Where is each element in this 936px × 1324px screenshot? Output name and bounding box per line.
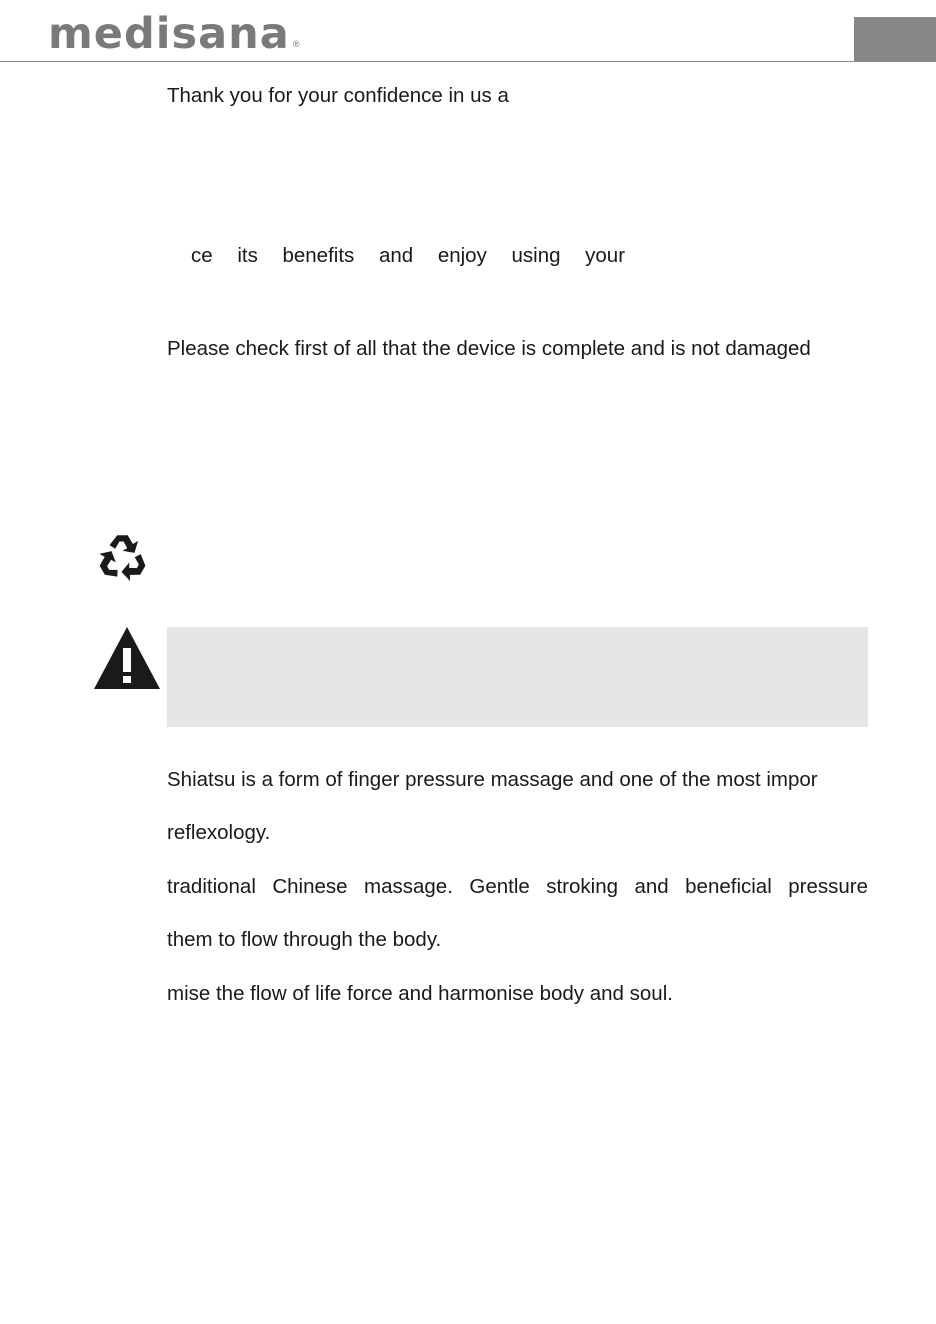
warning-box: [167, 627, 868, 727]
spaced-word: its: [237, 244, 258, 267]
check-device-text: Please check first of all that the device is complete and is not damaged: [167, 337, 811, 360]
brand-logo: [48, 10, 301, 58]
section-tab: [854, 17, 936, 62]
spaced-word: your: [585, 244, 626, 267]
shiatsu-text-line: them to flow through the body.: [167, 928, 442, 951]
brand-name: medisana: [48, 9, 290, 59]
registered-mark: ®: [291, 40, 301, 50]
shiatsu-text-line: traditional Chinese massage. Gentle stroking and beneficial pressure: [167, 875, 868, 898]
spaced-word: benefits: [282, 244, 355, 267]
recycle-icon: [95, 530, 150, 582]
header-divider: [0, 61, 936, 62]
spaced-text-line: [191, 244, 625, 268]
spaced-word: ce: [191, 244, 213, 267]
shiatsu-text-line: Shiatsu is a form of finger pressure massage and one of the most impor: [167, 768, 818, 791]
spaced-word: using: [511, 244, 561, 267]
spaced-word: and: [378, 244, 414, 267]
spaced-word: enjoy: [437, 244, 487, 267]
shiatsu-text-line: reflexology.: [167, 821, 271, 844]
shiatsu-text-line: mise the flow of life force and harmonise body and soul.: [167, 982, 673, 1005]
warning-icon: [93, 626, 161, 690]
intro-text: Thank you for your confidence in us a: [167, 84, 509, 107]
